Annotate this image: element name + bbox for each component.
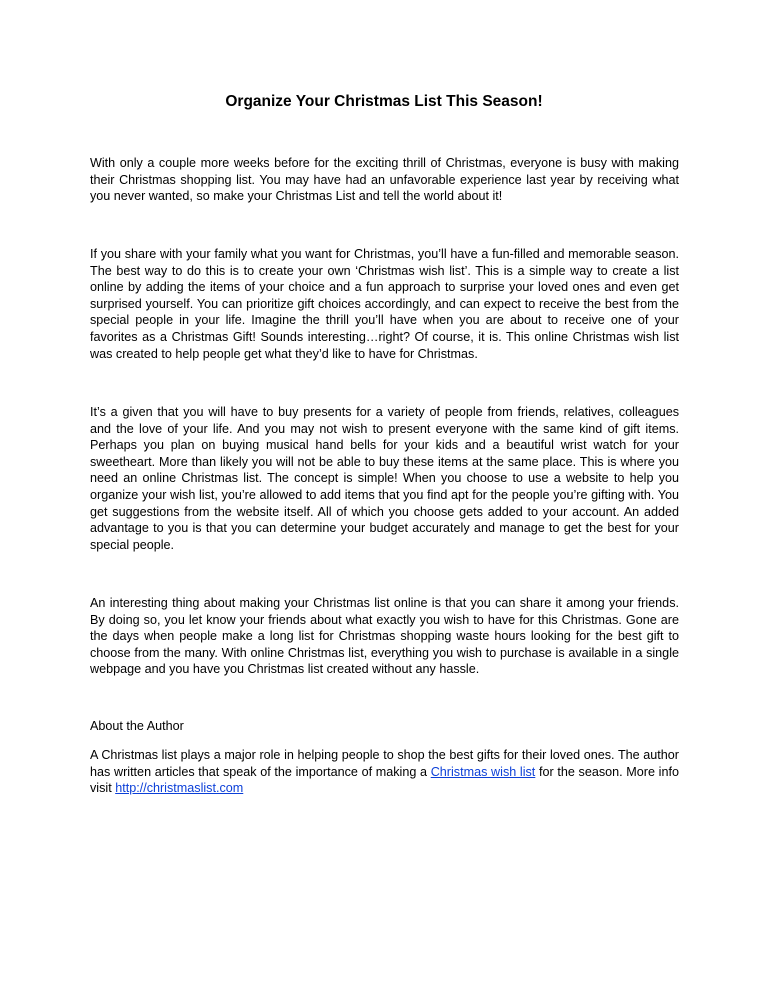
about-text-before-link: A Christmas list plays a major role in helping people to shop the best gifts for their loved ones. The author has written articles that speak of the importance of making a <box>90 748 679 779</box>
christmaslist-url-link[interactable]: http://christmaslist.com <box>115 781 244 796</box>
christmas-wish-list-link[interactable]: Christmas wish list <box>430 764 536 779</box>
paragraph-intro: With only a couple more weeks before for the exciting thrill of Christmas, everyone is busy with making their Christmas shopping list. You may have had an unfavorable experience last year by receiving what you never wanted, so make your Christmas List and tell the world about it! <box>90 156 679 204</box>
paragraph-share: If you share with your family what you want for Christmas, you’ll have a fun-filled and memorable season. The best way to do this is to create your own ‘Christmas wish list’. This is a simple way to create a list online by adding the items of your choice and a fun approach to surprise your loved ones and even get surprised yourself. You can prioritize gift choices accordingly, and can expect to receive the best from the special people in your life. Imagine the thrill you’ll have when you are about to receive one of your favorites as a Christmas Gift! Sounds interesting…right? Of course, it is. This online Christmas wish list was created to help people get what they’d like to have for Christmas. <box>90 247 679 361</box>
paragraph-presents: It’s a given that you will have to buy presents for a variety of people from friends, relatives, colleagues and the love of your life. And you may not wish to present everyone with the same kind of gift items. Perhaps you plan on buying musical hand bells for your kids and a beautiful wrist watch for your sweetheart. More than likely you will not be able to buy these items at the same place. This is where you need an online Christmas list. The concept is simple! When you choose to use a website to help you organize your wish list, you’re allowed to add items that you find apt for the people you’re gifting with. You get suggestions from the website itself. All of which you choose gets added to your account. An added advantage to you is that you can determine your budget accurately and manage to get the best for your special people. <box>90 405 679 552</box>
about-author-paragraph <box>90 747 679 797</box>
about-text-middle: for the season. More info visit <box>90 764 679 796</box>
paragraph-online-sharing: An interesting thing about making your Christmas list online is that you can share it among your friends. By doing so, you let know your friends about what exactly you wish to have for this Christmas. Gone are the days when people make a long list for Christmas shopping waste hours looking for the best gift to choose from the many. With online Christmas list, everything you wish to purchase is available in a single webpage and you have you Christmas list created without any hassle. <box>90 596 679 677</box>
about-author-heading: About the Author <box>90 719 184 733</box>
document-title: Organize Your Christmas List This Season! <box>225 93 543 110</box>
